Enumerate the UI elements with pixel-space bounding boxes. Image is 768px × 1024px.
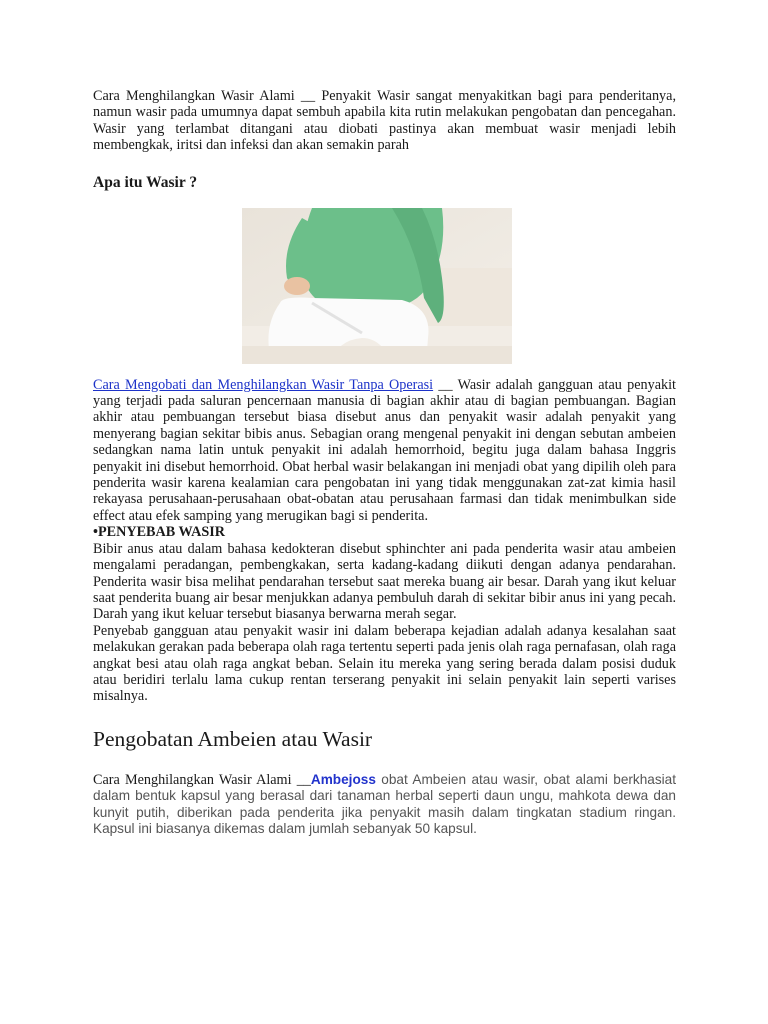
document-page [93,88,676,837]
treatment-lead: Cara Menghilangkan Wasir Alami __ [93,771,311,788]
definition-paragraph [93,377,676,525]
cause-paragraph-2: Penyebab gangguan atau penyakit wasir ini dalam beberapa kejadian adalah adanya kesalahan saat melakukan gerakan pada beberapa olah raga tertentu seperti pada jenis olah raga pernafasan, olah raga angkat besi atau olah raga angkat beban. Selain itu mereka yang sering berada dalam posisi duduk atau beridiri terlalu lama cukup rentan terserang penyakit ini selain penyakit lain seperti varises misalnya. [93,622,676,705]
cause-paragraph-1: Bibir anus atau dalam bahasa kedokteran disebut sphinchter ani pada penderita wasir atau ambeien mengalami peradangan, pembengkakan, serta kadang-kadang diikuti dengan adanya pendarahan. Penderita wasir bisa melihat pendarahan tersebut saat mereka buang air besar. Darah yang ikut keluar saat penderita buang air besar menjukkan adanya pembuluh darah di sekitar bibir anus ini yang pecah. Darah yang ikut keluar tersebut biasanya berwarna merah segar. [93,540,676,623]
brand-link[interactable]: Ambejoss [310,771,376,787]
treatment-text: obat Ambeien atau wasir, obat alami berkhasiat dalam bentuk kapsul yang berasal dari tanaman herbal seperti daun ungu, mahkota dewa dan kunyit putih, diberikan pada penderita jika penyakit masih dalam tingkatan stadium ringan. Kapsul ini biasanya dikemas dalam jumlah sebanyak 50 kapsul. [93,771,676,836]
photo-illustration [242,208,512,364]
intro-paragraph: Cara Menghilangkan Wasir Alami __ Penyakit Wasir sangat menyakitkan bagi para penderitanya, namun wasir pada umumnya dapat sembuh apabila kita rutin melakukan pengobatan dan pencegahan. Wasir yang terlambat ditangani atau diobati pastinya akan membuat wasir menjadi lebih membengkak, iritsi dan infeksi dan akan semakin parah [93,88,676,154]
cause-heading: •PENYEBAB WASIR [93,524,226,541]
article-link[interactable]: Cara Mengobati dan Menghilangkan Wasir Tanpa Operasi [93,376,434,393]
woman-holding-back-photo [242,208,512,364]
definition-text: __ Wasir adalah gangguan atau penyakit yang terjadi pada saluran pencernaan manusia di bagian akhir atau di bagian pembuangan. Bagian akhir atau pembuangan tersebut biasa disebut anus dan penyakit wasir adalah penyakit yang menyerang bagian sekitar bibis anus. Sebagian orang mengenal penyakit ini dengan sebutan ambeien sedangkan nama latin untuk penyakit ini adalah hemorrhoid, begitu juga dalam bahasa Inggris penyakit ini disebut hemorrhoid. Obat herbal wasir belakangan ini menjadi obat yang dipilih oleh para penderita wasir karena kealamian cara pengobatan ini yang tidak menggunakan zat-zat kimia hasil rekayasa perusahaan-perusahaan obat-obatan atau perusahaan farmasi dan tidak menimbulkan side effect atau efek samping yang merugikan bagi si penderita. [93,376,676,524]
section-heading: Pengobatan Ambeien atau Wasir [93,726,373,751]
treatment-paragraph [93,772,676,838]
sub-heading: Apa itu Wasir ? [93,173,198,191]
